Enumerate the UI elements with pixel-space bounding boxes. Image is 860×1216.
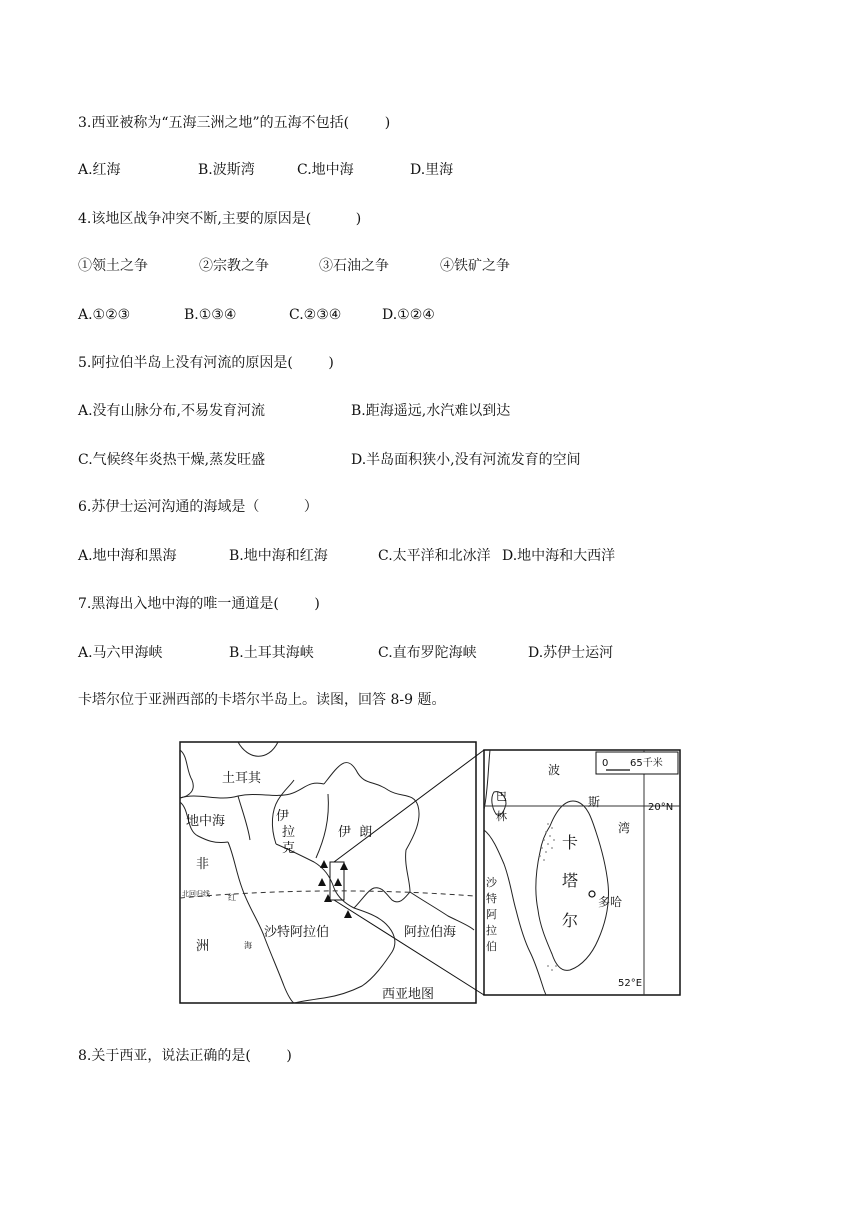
q4-item-4: ④铁矿之争 xyxy=(440,258,510,274)
question-6-stem: 6.苏伊士运河沟通的海域是（ ） xyxy=(78,499,318,515)
question-8-stem: 8.关于西亚，说法正确的是( ) xyxy=(78,1048,292,1064)
q4-option-d: D.①②④ xyxy=(382,307,435,323)
label-saudi-1: 沙 xyxy=(486,876,497,889)
label-red-sea-1: 红 xyxy=(228,893,236,902)
west-asia-map-figure xyxy=(178,740,682,1005)
q6-option-a: A.地中海和黑海 xyxy=(78,548,177,564)
label-turkey: 土耳其 xyxy=(222,771,262,786)
q5-option-b: B.距海遥远,水汽难以到达 xyxy=(351,403,511,419)
label-iraq-2: 拉 xyxy=(282,825,296,840)
q4-option-b: B.①③④ xyxy=(184,307,237,323)
label-saudi-2: 特 xyxy=(486,892,497,905)
label-doha: 多哈 xyxy=(598,895,623,909)
label-gulf-3: 湾 xyxy=(618,821,631,835)
label-iraq-1: 伊 xyxy=(276,809,290,824)
question-3-stem: 3.西亚被称为“五海三洲之地”的五海不包括( ) xyxy=(78,115,391,131)
map-caption: 西亚地图 xyxy=(382,987,435,1002)
label-arabian-sea: 阿拉伯海 xyxy=(404,925,457,940)
section-intro: 卡塔尔位于亚洲西部的卡塔尔半岛上。读图，回答 8-9 题。 xyxy=(78,692,446,708)
q3-option-c: C.地中海 xyxy=(297,162,354,178)
label-qatar-3: 尔 xyxy=(562,911,579,930)
q4-option-a: A.①②③ xyxy=(78,307,131,323)
question-4-stem: 4.该地区战争冲突不断,主要的原因是( ) xyxy=(78,211,362,227)
q5-option-a: A.没有山脉分布,不易发育河流 xyxy=(78,403,266,419)
label-bahrain-1: 巴 xyxy=(496,790,507,803)
q5-option-d: D.半岛面积狭小,没有河流发育的空间 xyxy=(351,452,581,468)
q4-item-1: ①领土之争 xyxy=(78,258,148,274)
q3-option-a: A.红海 xyxy=(78,162,121,178)
label-mediterranean: 地中海 xyxy=(186,814,226,829)
q6-option-c: C.太平洋和北冰洋 xyxy=(378,548,491,564)
label-iraq-3: 克 xyxy=(282,841,296,856)
q6-option-d: D.地中海和大西洋 xyxy=(502,548,616,564)
label-saudi-5: 伯 xyxy=(486,940,497,953)
label-bahrain-2: 林 xyxy=(496,810,507,823)
q3-option-b: B.波斯湾 xyxy=(198,162,255,178)
inset-map-frame xyxy=(484,750,680,995)
label-tropic: 北回归线 xyxy=(182,890,210,898)
label-africa-2: 洲 xyxy=(196,939,210,954)
q5-option-c: C.气候终年炎热干燥,蒸发旺盛 xyxy=(78,452,266,468)
label-iran: 伊 朗 xyxy=(338,825,373,840)
q7-option-c: C.直布罗陀海峡 xyxy=(378,645,477,661)
label-longitude: 52°E xyxy=(618,978,643,989)
label-latitude: 20°N xyxy=(648,802,674,813)
label-africa-1: 非 xyxy=(196,857,210,872)
q4-option-c: C.②③④ xyxy=(289,307,342,323)
label-gulf-1: 波 xyxy=(548,763,561,777)
q7-option-b: B.土耳其海峡 xyxy=(229,645,314,661)
map-svg xyxy=(178,740,682,1005)
label-saudi-3: 阿 xyxy=(486,908,497,921)
label-red-sea-2: 海 xyxy=(244,941,252,950)
q6-option-b: B.地中海和红海 xyxy=(229,548,328,564)
scale-zero: 0 xyxy=(602,758,609,769)
q7-option-a: A.马六甲海峡 xyxy=(78,645,163,661)
q3-option-d: D.里海 xyxy=(410,162,454,178)
label-saudi-4: 拉 xyxy=(486,924,497,937)
question-5-stem: 5.阿拉伯半岛上没有河流的原因是( ) xyxy=(78,355,334,371)
label-qatar-1: 卡 xyxy=(562,833,579,852)
label-qatar-2: 塔 xyxy=(562,871,579,890)
label-saudi-arabia: 沙特阿拉伯 xyxy=(264,925,330,940)
q4-item-2: ②宗教之争 xyxy=(199,258,269,274)
q4-item-3: ③石油之争 xyxy=(319,258,389,274)
label-gulf-2: 斯 xyxy=(588,795,601,809)
question-7-stem: 7.黑海出入地中海的唯一通道是( ) xyxy=(78,596,320,612)
scale-value: 65千米 xyxy=(630,758,663,769)
q7-option-d: D.苏伊士运河 xyxy=(528,645,614,661)
